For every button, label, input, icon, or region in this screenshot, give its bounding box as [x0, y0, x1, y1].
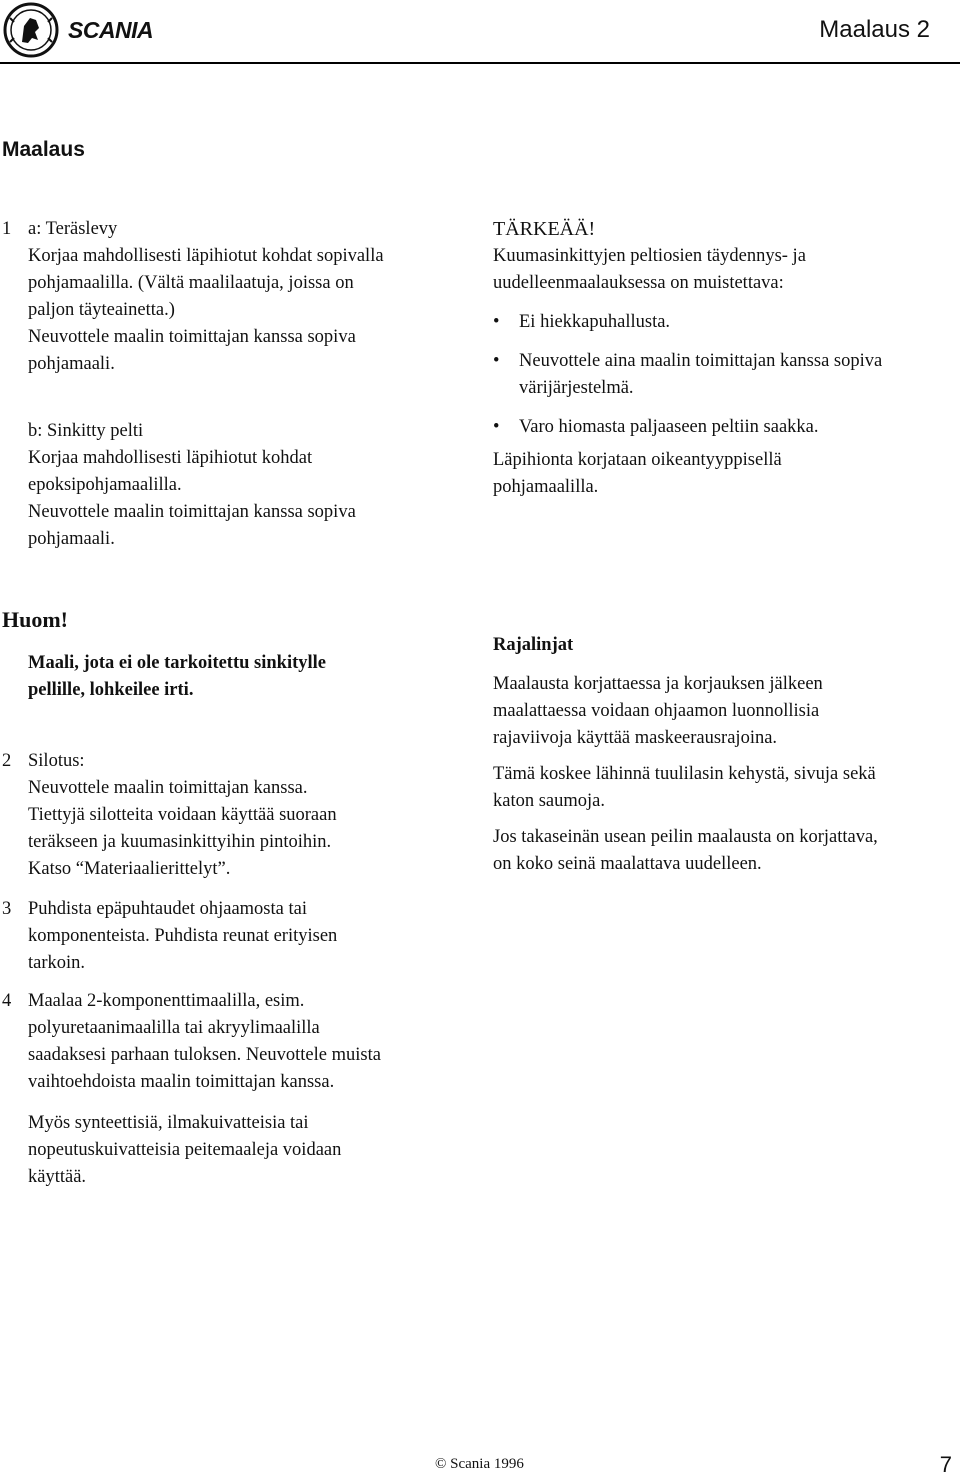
page-number: 7 — [939, 1452, 952, 1477]
text-line: Myös synteettisiä, ilmakuivatteisia tai — [28, 1113, 309, 1133]
step-number: 1 — [2, 219, 12, 239]
step-number: 2 — [2, 751, 12, 771]
bullet-item — [493, 414, 953, 441]
section-title: Maalaus — [2, 138, 85, 161]
text-line: Puhdista epäpuhtaudet ohjaamosta tai — [28, 899, 307, 919]
text-line: Maali, jota ei ole tarkoitettu sinkitylle — [28, 653, 327, 673]
text-line: on koko seinä maalattava uudelleen. — [493, 854, 762, 874]
text-line: Korjaa mahdollisesti läpihiotut kohdat sopivalla — [28, 246, 384, 266]
boundary-lines-section — [493, 632, 953, 878]
scania-logo — [2, 2, 153, 58]
bullet-item — [493, 348, 953, 402]
text-line: Neuvottele maalin toimittajan kanssa sopiva — [28, 327, 356, 347]
important-title: TÄRKEÄÄ! — [493, 218, 596, 240]
text-line: uudelleenmaalauksessa on muistettava: — [493, 273, 784, 293]
griffin-emblem-icon — [2, 2, 60, 58]
text-line: Katso “Materiaalierittelyt”. — [28, 859, 231, 879]
text-line: komponenteista. Puhdista reunat erityisen — [28, 926, 338, 946]
text-line: Neuvottele aina maalin toimittajan kanssa sopiva — [519, 351, 883, 371]
text-line: a: Teräslevy — [28, 219, 118, 239]
text-line: Silotus: — [28, 751, 85, 771]
brand-wordmark: SCANIA — [68, 16, 154, 43]
page-title: Maalaus 2 — [819, 16, 930, 43]
step-3-text — [28, 896, 468, 977]
text-line: katon saumoja. — [493, 791, 606, 811]
text-line: värijärjestelmä. — [519, 378, 634, 398]
text-line: vaihtoehdoista maalin toimittajan kanssa. — [28, 1072, 335, 1092]
text-line: saadaksesi parhaan tuloksen. Neuvottele muista — [28, 1045, 381, 1065]
text-line: teräkseen ja kuumasinkittyihin pintoihin. — [28, 832, 332, 852]
text-line: Tämä koskee lähinnä tuulilasin kehystä, sivuja sekä — [493, 764, 876, 784]
text-line: tarkoin. — [28, 953, 86, 973]
step-2-text — [28, 748, 468, 883]
text-line: pohjamaalilla. (Vältä maalilaatuja, joissa on — [28, 273, 354, 293]
text-line: Tiettyjä silotteita voidaan käyttää suoraan — [28, 805, 337, 825]
text-line: Kuumasinkittyjen peltiosien täydennys- ja — [493, 246, 806, 266]
text-line: nopeutuskuivatteisia peitemaaleja voidaan — [28, 1140, 342, 1160]
subsection-title: Rajalinjat — [493, 635, 574, 655]
copyright-notice: © Scania 1996 — [435, 1456, 524, 1472]
text-line: Jos takaseinän usean peilin maalausta on korjattava, — [493, 827, 878, 847]
text-line: epoksipohjamaalilla. — [28, 475, 182, 495]
step-1-text — [28, 216, 468, 553]
text-line: Neuvottele maalin toimittajan kanssa. — [28, 778, 308, 798]
text-line: maalattaessa voidaan ohjaamon luonnollisia — [493, 701, 820, 721]
warning-title: Huom! — [2, 607, 68, 632]
text-line: pellille, lohkeilee irti. — [28, 680, 194, 700]
warning-text — [28, 650, 468, 704]
text-line: b: Sinkitty pelti — [28, 421, 144, 441]
text-line: pohjamaali. — [28, 354, 115, 374]
text-line: paljon täyteainetta.) — [28, 300, 175, 320]
important-notice — [493, 216, 953, 501]
text-line: Ei hiekkapuhallusta. — [519, 312, 671, 332]
text-line: rajaviivoja käyttää maskeerausrajoina. — [493, 728, 778, 748]
text-line: Varo hiomasta paljaaseen peltiin saakka. — [519, 417, 819, 437]
text-line: pohjamaali. — [28, 529, 115, 549]
bullet-item — [493, 309, 953, 336]
bullet-icon: • — [493, 312, 500, 332]
text-line: Läpihionta korjataan oikeantyyppisellä — [493, 450, 782, 470]
text-line: Maalausta korjattaessa ja korjauksen jälkeen — [493, 674, 823, 694]
step-number: 3 — [2, 899, 12, 919]
step-number: 4 — [2, 991, 12, 1011]
text-line: Neuvottele maalin toimittajan kanssa sopiva — [28, 502, 356, 522]
text-line: Korjaa mahdollisesti läpihiotut kohdat — [28, 448, 313, 468]
text-line: Maalaa 2-komponenttimaalilla, esim. — [28, 991, 305, 1011]
text-line: pohjamaalilla. — [493, 477, 599, 497]
bullet-icon: • — [493, 417, 500, 437]
text-line: polyuretaanimaalilla tai akryylimaalilla — [28, 1018, 320, 1038]
bullet-icon: • — [493, 351, 500, 371]
step-4-text — [28, 988, 468, 1191]
text-line: käyttää. — [28, 1167, 87, 1187]
page-header — [0, 0, 960, 64]
